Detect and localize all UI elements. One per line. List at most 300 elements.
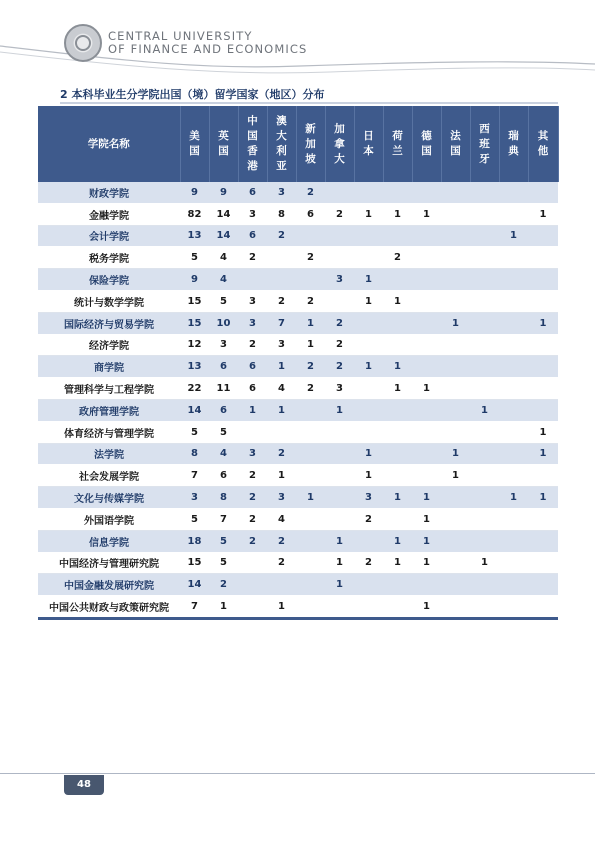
count-cell [528,182,558,203]
count-cell: 14 [209,203,238,225]
count-cell: 1 [383,203,412,225]
count-cell: 7 [267,312,296,334]
count-cell: 1 [528,421,558,443]
count-cell: 1 [383,552,412,574]
count-cell: 1 [354,356,383,378]
college-name-cell: 中国经济与管理研究院 [38,552,180,574]
count-cell [325,247,354,269]
count-cell [528,530,558,552]
table-row [38,356,558,378]
count-cell: 7 [180,596,209,619]
count-cell [296,530,325,552]
count-cell: 6 [209,399,238,421]
table-row [38,182,558,203]
table-row [38,290,558,312]
count-cell: 1 [441,465,470,487]
column-header-label: 西班牙 [479,122,490,165]
count-cell [470,378,499,400]
count-cell: 8 [209,487,238,509]
count-cell: 1 [528,312,558,334]
count-cell [470,574,499,596]
count-cell [354,334,383,356]
count-cell [441,574,470,596]
count-cell: 18 [180,530,209,552]
count-cell: 1 [412,596,441,619]
college-name-cell: 外国语学院 [38,508,180,530]
count-cell [499,552,528,574]
count-cell [383,225,412,247]
count-cell: 5 [180,421,209,443]
count-cell: 1 [354,269,383,291]
count-cell: 1 [412,203,441,225]
table-row [38,269,558,291]
count-cell: 1 [528,203,558,225]
count-cell [499,182,528,203]
count-cell [528,247,558,269]
column-header-label: 荷兰 [392,130,403,157]
count-cell [470,182,499,203]
count-cell: 4 [209,269,238,291]
count-cell [383,574,412,596]
count-cell: 2 [238,247,267,269]
count-cell [470,203,499,225]
count-cell [325,182,354,203]
college-name-cell: 保险学院 [38,269,180,291]
count-cell [354,421,383,443]
column-header-label: 美国 [189,130,200,157]
university-name [108,30,307,55]
count-cell [441,182,470,203]
count-cell [499,247,528,269]
count-cell [470,356,499,378]
count-cell: 4 [267,378,296,400]
table-row [38,596,558,619]
count-cell [528,290,558,312]
count-cell: 3 [325,269,354,291]
count-cell: 1 [209,596,238,619]
count-cell [528,399,558,421]
count-cell [412,334,441,356]
count-cell: 5 [209,530,238,552]
count-cell: 2 [267,290,296,312]
count-cell: 7 [180,465,209,487]
college-name-cell: 体育经济与管理学院 [38,421,180,443]
count-cell [499,269,528,291]
column-header-label: 其他 [537,130,549,157]
count-cell [412,356,441,378]
college-name-cell: 中国公共财政与政策研究院 [38,596,180,619]
count-cell: 2 [383,247,412,269]
count-cell: 1 [470,552,499,574]
college-name-cell: 统计与数学学院 [38,290,180,312]
count-cell [470,487,499,509]
table-row [38,399,558,421]
count-cell: 1 [383,290,412,312]
count-cell [238,574,267,596]
count-cell: 15 [180,552,209,574]
study-abroad-table [38,106,559,620]
column-header-country [296,106,325,182]
count-cell: 2 [267,552,296,574]
count-cell: 13 [180,225,209,247]
column-header-label: 学院名称 [87,138,130,150]
count-cell: 2 [238,334,267,356]
column-header-college [38,106,180,182]
count-cell: 1 [354,290,383,312]
college-name-cell: 经济学院 [38,334,180,356]
count-cell: 4 [209,443,238,465]
count-cell: 1 [354,465,383,487]
count-cell [499,530,528,552]
count-cell [470,421,499,443]
count-cell: 2 [296,290,325,312]
count-cell: 2 [354,552,383,574]
column-header-country [325,106,354,182]
count-cell [383,312,412,334]
count-cell [441,596,470,619]
college-name-cell: 国际经济与贸易学院 [38,312,180,334]
count-cell: 3 [209,334,238,356]
count-cell: 1 [441,312,470,334]
count-cell [528,378,558,400]
column-header-country [383,106,412,182]
count-cell: 2 [296,247,325,269]
count-cell [441,269,470,291]
count-cell: 1 [325,552,354,574]
college-name-cell: 税务学院 [38,247,180,269]
count-cell: 1 [441,443,470,465]
count-cell [412,421,441,443]
count-cell [470,290,499,312]
count-cell: 6 [238,225,267,247]
count-cell: 2 [238,508,267,530]
college-name-cell: 政府管理学院 [38,399,180,421]
count-cell [412,399,441,421]
count-cell: 2 [296,378,325,400]
count-cell: 5 [209,290,238,312]
count-cell: 6 [209,465,238,487]
count-cell [441,487,470,509]
count-cell [267,247,296,269]
count-cell [441,247,470,269]
count-cell [412,247,441,269]
college-name-cell: 法学院 [38,443,180,465]
count-cell: 1 [325,574,354,596]
count-cell: 1 [325,530,354,552]
section-title-underline [60,102,558,104]
count-cell: 1 [412,378,441,400]
count-cell: 4 [267,508,296,530]
count-cell: 14 [209,225,238,247]
column-header-label: 澳大利亚 [276,115,287,172]
count-cell: 2 [267,443,296,465]
count-cell [354,399,383,421]
count-cell: 3 [267,334,296,356]
university-logo [64,24,102,62]
count-cell: 1 [499,225,528,247]
count-cell: 6 [296,203,325,225]
count-cell [412,574,441,596]
count-cell: 1 [354,203,383,225]
count-cell: 1 [528,487,558,509]
count-cell [296,465,325,487]
count-cell: 1 [412,552,441,574]
column-header-label: 德国 [421,130,432,157]
table-row [38,487,558,509]
count-cell [528,334,558,356]
count-cell: 1 [412,487,441,509]
college-name-cell: 信息学院 [38,530,180,552]
count-cell [412,182,441,203]
count-cell [296,596,325,619]
count-cell [441,508,470,530]
table-row [38,421,558,443]
table-row [38,334,558,356]
count-cell [354,574,383,596]
count-cell [441,203,470,225]
count-cell: 22 [180,378,209,400]
count-cell: 5 [209,552,238,574]
count-cell [354,378,383,400]
column-header-label: 法国 [450,130,461,157]
count-cell [383,465,412,487]
count-cell: 10 [209,312,238,334]
count-cell: 14 [180,399,209,421]
footer-divider [0,773,595,774]
count-cell [238,552,267,574]
count-cell [441,530,470,552]
count-cell [470,334,499,356]
column-header-label: 中国香港 [247,115,258,172]
count-cell [383,508,412,530]
count-cell: 12 [180,334,209,356]
count-cell [499,203,528,225]
count-cell [470,530,499,552]
count-cell [528,269,558,291]
page-header [0,0,595,80]
count-cell: 6 [238,356,267,378]
count-cell: 1 [383,378,412,400]
count-cell [325,596,354,619]
count-cell [499,443,528,465]
university-name-line2: OF FINANCE AND ECONOMICS [108,41,308,56]
college-name-cell: 管理科学与工程学院 [38,378,180,400]
count-cell [499,356,528,378]
count-cell [528,508,558,530]
section-title: 2 本科毕业生分学院出国（境）留学国家（地区）分布 [60,88,325,101]
count-cell: 1 [383,487,412,509]
count-cell [383,182,412,203]
page-number: 48 [64,775,104,795]
column-header-label: 新加坡 [305,122,316,165]
count-cell: 1 [383,356,412,378]
column-header-label: 日本 [363,130,374,157]
count-cell [325,421,354,443]
count-cell [354,596,383,619]
count-cell: 3 [267,182,296,203]
count-cell: 5 [180,508,209,530]
count-cell [354,312,383,334]
table-row [38,465,558,487]
count-cell: 5 [180,247,209,269]
column-header-country [441,106,470,182]
count-cell: 9 [209,182,238,203]
column-header-country [238,106,267,182]
count-cell: 3 [354,487,383,509]
count-cell: 2 [238,465,267,487]
column-header-country [354,106,383,182]
count-cell: 1 [296,312,325,334]
count-cell [470,596,499,619]
count-cell [441,399,470,421]
count-cell [499,399,528,421]
table-row [38,574,558,596]
count-cell: 8 [180,443,209,465]
count-cell: 11 [209,378,238,400]
count-cell: 2 [267,530,296,552]
count-cell: 3 [180,487,209,509]
column-header-country [267,106,296,182]
count-cell: 1 [354,443,383,465]
count-cell [296,552,325,574]
count-cell: 3 [238,203,267,225]
count-cell [441,378,470,400]
count-cell: 3 [325,378,354,400]
count-cell: 1 [325,399,354,421]
count-cell [354,530,383,552]
college-name-cell: 金融学院 [38,203,180,225]
table-row [38,203,558,225]
count-cell [470,247,499,269]
count-cell [267,421,296,443]
count-cell: 1 [296,487,325,509]
count-cell [267,269,296,291]
count-cell: 2 [354,508,383,530]
college-name-cell: 社会发展学院 [38,465,180,487]
column-header-country [528,106,558,182]
count-cell [470,443,499,465]
count-cell [238,596,267,619]
count-cell [383,421,412,443]
count-cell: 1 [267,356,296,378]
count-cell [296,399,325,421]
count-cell: 6 [238,182,267,203]
count-cell [499,574,528,596]
count-cell: 7 [209,508,238,530]
count-cell: 3 [238,290,267,312]
count-cell [528,465,558,487]
count-cell: 9 [180,269,209,291]
count-cell: 2 [296,182,325,203]
table-header-row [38,106,558,182]
count-cell: 1 [238,399,267,421]
count-cell: 8 [267,203,296,225]
count-cell [528,552,558,574]
count-cell [441,334,470,356]
count-cell: 1 [383,530,412,552]
table-row [38,225,558,247]
count-cell: 2 [238,530,267,552]
count-cell: 4 [209,247,238,269]
count-cell [325,225,354,247]
count-cell [528,225,558,247]
count-cell [325,290,354,312]
count-cell [383,334,412,356]
count-cell: 2 [267,225,296,247]
table-row [38,312,558,334]
count-cell [412,465,441,487]
count-cell [383,596,412,619]
count-cell [499,596,528,619]
count-cell [441,225,470,247]
column-header-country [180,106,209,182]
count-cell [499,465,528,487]
count-cell [499,421,528,443]
count-cell [499,334,528,356]
count-cell [296,269,325,291]
count-cell [354,182,383,203]
count-cell [528,574,558,596]
count-cell: 14 [180,574,209,596]
count-cell [470,269,499,291]
count-cell [238,421,267,443]
count-cell: 82 [180,203,209,225]
count-cell [296,225,325,247]
count-cell [296,443,325,465]
table-row [38,530,558,552]
count-cell [412,312,441,334]
count-cell [412,225,441,247]
count-cell [470,465,499,487]
count-cell: 2 [209,574,238,596]
count-cell: 3 [267,487,296,509]
count-cell [325,487,354,509]
column-header-country [470,106,499,182]
count-cell [354,225,383,247]
count-cell [499,290,528,312]
count-cell [499,378,528,400]
count-cell [441,552,470,574]
column-header-country [209,106,238,182]
count-cell [296,508,325,530]
count-cell [499,312,528,334]
count-cell [441,356,470,378]
count-cell [267,574,296,596]
count-cell [325,465,354,487]
count-cell [470,508,499,530]
count-cell: 1 [267,465,296,487]
count-cell: 2 [325,334,354,356]
count-cell [499,508,528,530]
count-cell [383,443,412,465]
college-name-cell: 财政学院 [38,182,180,203]
count-cell [354,247,383,269]
count-cell [296,574,325,596]
count-cell: 6 [238,378,267,400]
table-row [38,508,558,530]
count-cell [412,290,441,312]
table-row [38,247,558,269]
column-header-label: 瑞典 [508,130,519,157]
count-cell: 3 [238,312,267,334]
college-name-cell: 商学院 [38,356,180,378]
count-cell: 9 [180,182,209,203]
college-name-cell: 文化与传媒学院 [38,487,180,509]
university-name-line1: CENTRAL UNIVERSITY [108,29,253,43]
count-cell: 1 [296,334,325,356]
count-cell: 1 [470,399,499,421]
table-row [38,378,558,400]
